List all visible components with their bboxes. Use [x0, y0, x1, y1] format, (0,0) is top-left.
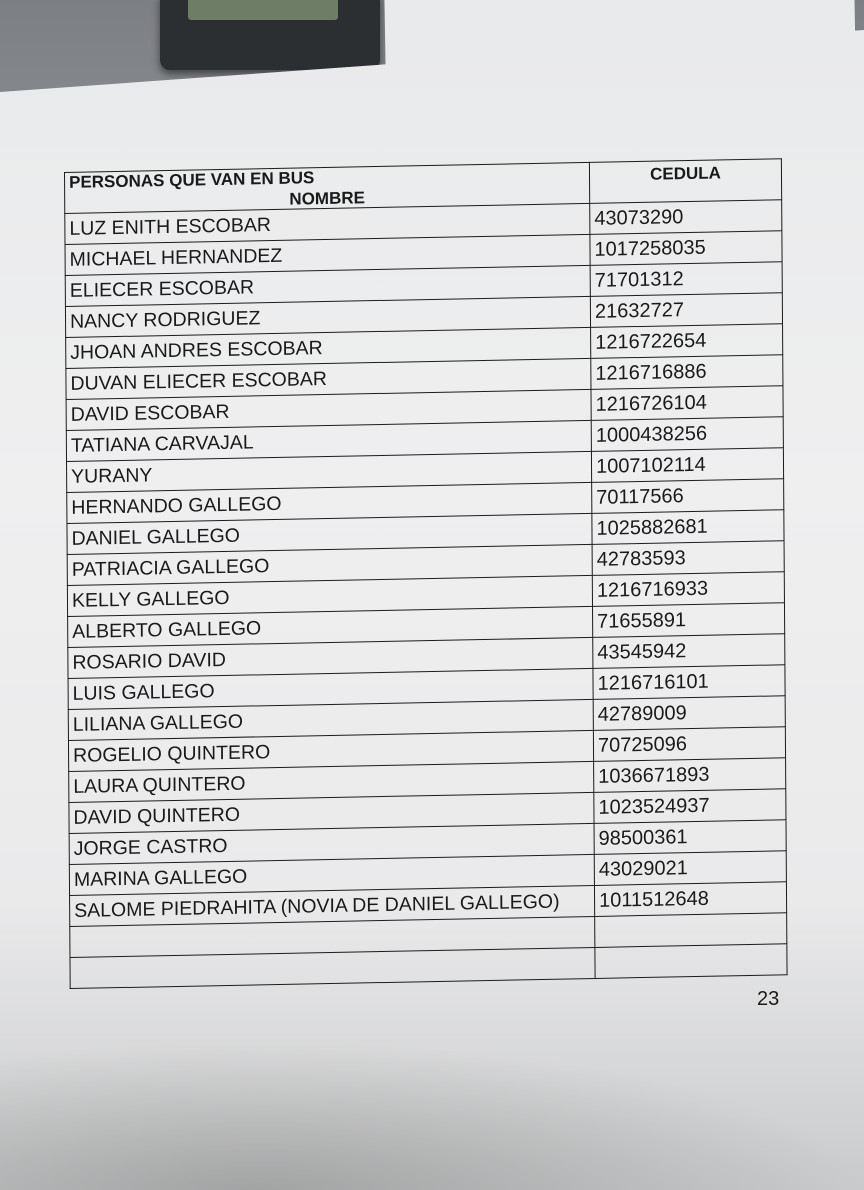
row-cedula: 1017258035 — [590, 231, 782, 266]
row-name: DAVID ESCOBAR — [66, 389, 591, 430]
row-name: KELLY GALLEGO — [67, 575, 592, 616]
row-name: DAVID QUINTERO — [69, 792, 594, 833]
row-cedula: 43073290 — [590, 200, 782, 235]
row-cedula: 1216716933 — [592, 572, 784, 607]
row-name: TATIANA CARVAJAL — [66, 420, 591, 461]
row-cedula: 1023524937 — [594, 789, 786, 824]
row-name: ELIECER ESCOBAR — [65, 265, 590, 306]
row-name: JORGE CASTRO — [69, 823, 594, 864]
row-cedula: 1007102114 — [591, 448, 783, 483]
row-name: LAURA QUINTERO — [69, 761, 594, 802]
row-cedula: 1000438256 — [591, 417, 783, 452]
row-cedula: 70117566 — [592, 479, 784, 514]
row-name: LILIANA GALLEGO — [68, 699, 593, 740]
row-name: ROSARIO DAVID — [68, 637, 593, 678]
row-name: ALBERTO GALLEGO — [68, 606, 593, 647]
row-name: HERNANDO GALLEGO — [67, 482, 592, 523]
row-name: LUZ ENITH ESCOBAR — [65, 203, 590, 244]
row-cedula: 43545942 — [593, 634, 785, 669]
row-name: MARINA GALLEGO — [69, 854, 594, 895]
passenger-table — [64, 158, 788, 989]
row-name: DUVAN ELIECER ESCOBAR — [66, 358, 591, 399]
row-name: SALOME PIEDRAHITA (NOVIA DE DANIEL GALLEGO) — [70, 885, 595, 926]
row-cedula — [595, 913, 787, 948]
row-cedula — [595, 944, 787, 979]
document-title: PERSONAS QUE VAN EN BUS — [69, 168, 315, 192]
row-cedula: 1216716886 — [591, 355, 783, 390]
row-cedula: 71655891 — [593, 603, 785, 638]
row-name: NANCY RODRIGUEZ — [65, 296, 590, 337]
row-cedula: 98500361 — [594, 820, 786, 855]
row-cedula: 1216726104 — [591, 386, 783, 421]
row-name: MICHAEL HERNANDEZ — [65, 234, 590, 275]
column-header-nombre: NOMBRE — [289, 188, 366, 209]
page-number: 23 — [757, 988, 780, 1010]
column-header-cedula: CEDULA — [589, 159, 781, 204]
row-cedula: 1216716101 — [593, 665, 785, 700]
row-name: YURANY — [67, 451, 592, 492]
row-cedula: 42789009 — [593, 696, 785, 731]
row-name: JHOAN ANDRES ESCOBAR — [66, 327, 591, 368]
row-name: LUIS GALLEGO — [68, 668, 593, 709]
row-cedula: 1025882681 — [592, 510, 784, 545]
row-cedula: 1011512648 — [594, 882, 786, 917]
row-cedula: 42783593 — [592, 541, 784, 576]
row-cedula: 43029021 — [594, 851, 786, 886]
calculator-screen — [188, 0, 338, 20]
shadow — [0, 1040, 864, 1190]
row-name: PATRIACIA GALLEGO — [67, 544, 592, 585]
row-cedula: 70725096 — [593, 727, 785, 762]
calculator-device — [160, 0, 380, 70]
row-name: ROGELIO QUINTERO — [68, 730, 593, 771]
row-cedula: 1036671893 — [594, 758, 786, 793]
row-cedula: 1216722654 — [591, 324, 783, 359]
row-cedula: 71701312 — [590, 262, 782, 297]
row-cedula: 21632727 — [590, 293, 782, 328]
row-name: DANIEL GALLEGO — [67, 513, 592, 554]
